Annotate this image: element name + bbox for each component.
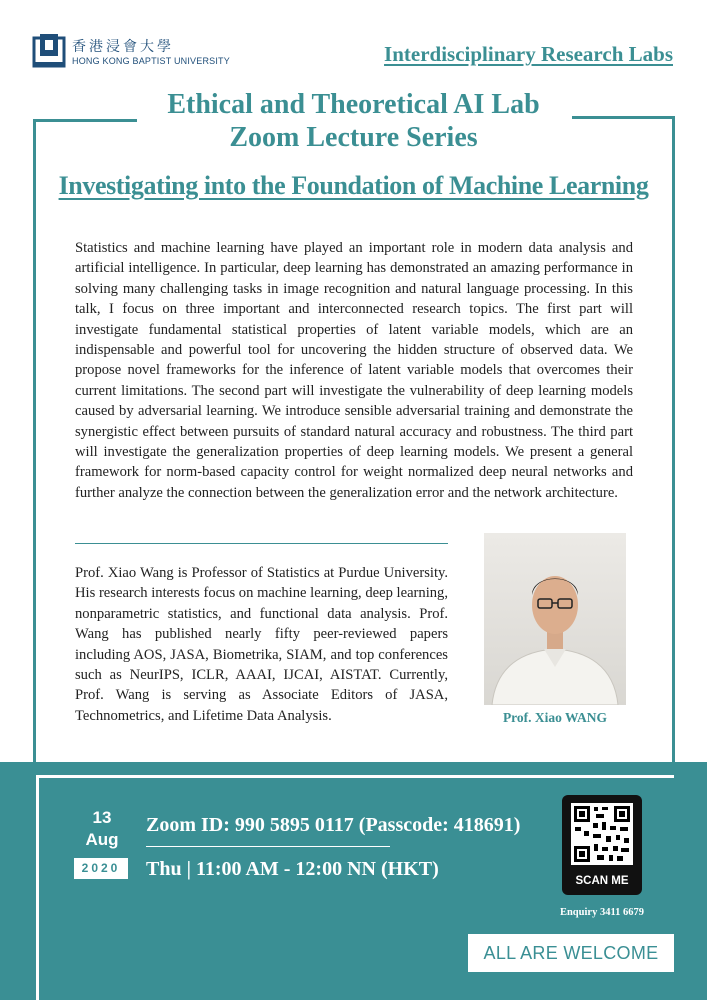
speaker-photo [484,533,626,705]
band-frame-vertical [36,775,39,1000]
logo-english-name: HONG KONG BAPTIST UNIVERSITY [72,56,230,66]
labs-title: Interdisciplinary Research Labs [384,42,673,66]
series-title: Zoom Lecture Series [229,122,478,153]
lecture-topic: Investigating into the Foundation of Machine Learning [58,171,649,200]
logo-chinese-name: 香港浸會大學 [72,39,174,55]
speaker-bio: Prof. Xiao Wang is Professor of Statistics at Purdue University. His research interests focus on machine learning, deep learning, nonparametric statistics, and functional data analysis. Prof. Wang has published nearly fifty peer-reviewed papers including AOS, JASA, Biometrika, SIAM, and top conferences such as NeurIPS, ICLR, AAAI, IJCAI, AISTAT. Currently, Prof. Wang is serving as Associate Editors of JASA, Technometrics, and Lifetime Data Analysis. [75,565,448,724]
abstract-text: Statistics and machine learning have played an important role in modern data analysis and artificial intelligence. In particular, deep learning has demonstrated an amazing performance in solving many challenging tasks in image recognition and natural language processing. In this talk, I focus on three important and interconnected research topics. The first part will investigate fundamental statistical properties of latent variable models, which are an indispensable and powerful tool for uncovering the hidden structure of observed data. We propose novel frameworks for the inference of latent variable models that overcomes their current limitations. The second part will investigate the vulnerability of deep learning models caused by adversarial learning. We introduce sensible adversarial training and demonstrate the synergistic effect between pursuits of standard natural accuracy and robustness. The third part will investigate the generalization properties of deep learning models. We present a general framework for norm-based capacity control for weight normalized deep neural networks and further analyze the connection between the generalization error and the network architecture. [75,240,633,501]
scan-me-label: SCAN ME [575,875,629,887]
event-day: 13 [92,808,112,827]
zoom-meeting-id: Zoom ID: 990 5895 0117 (Passcode: 418691) [146,814,521,836]
band-divider [146,846,390,847]
qr-code-icon [571,803,633,865]
hkbu-crest-icon [32,32,66,70]
lab-title: Ethical and Theoretical AI Lab [167,89,540,120]
qr-code[interactable] [562,795,642,895]
enquiry-phone: Enquiry 3411 6679 [559,907,644,918]
bio-divider [75,543,448,544]
welcome-text: ALL ARE WELCOME [483,943,659,963]
event-year: 2020 [74,858,128,879]
frame-left-side [33,119,36,762]
university-logo [32,32,262,72]
speaker-name: Prof. Xiao WANG [502,710,608,725]
band-frame-horizontal [36,775,674,778]
event-time: Thu | 11:00 AM - 12:00 NN (HKT) [146,858,439,880]
frame-right-side [672,116,675,762]
event-month: Aug [85,830,119,849]
